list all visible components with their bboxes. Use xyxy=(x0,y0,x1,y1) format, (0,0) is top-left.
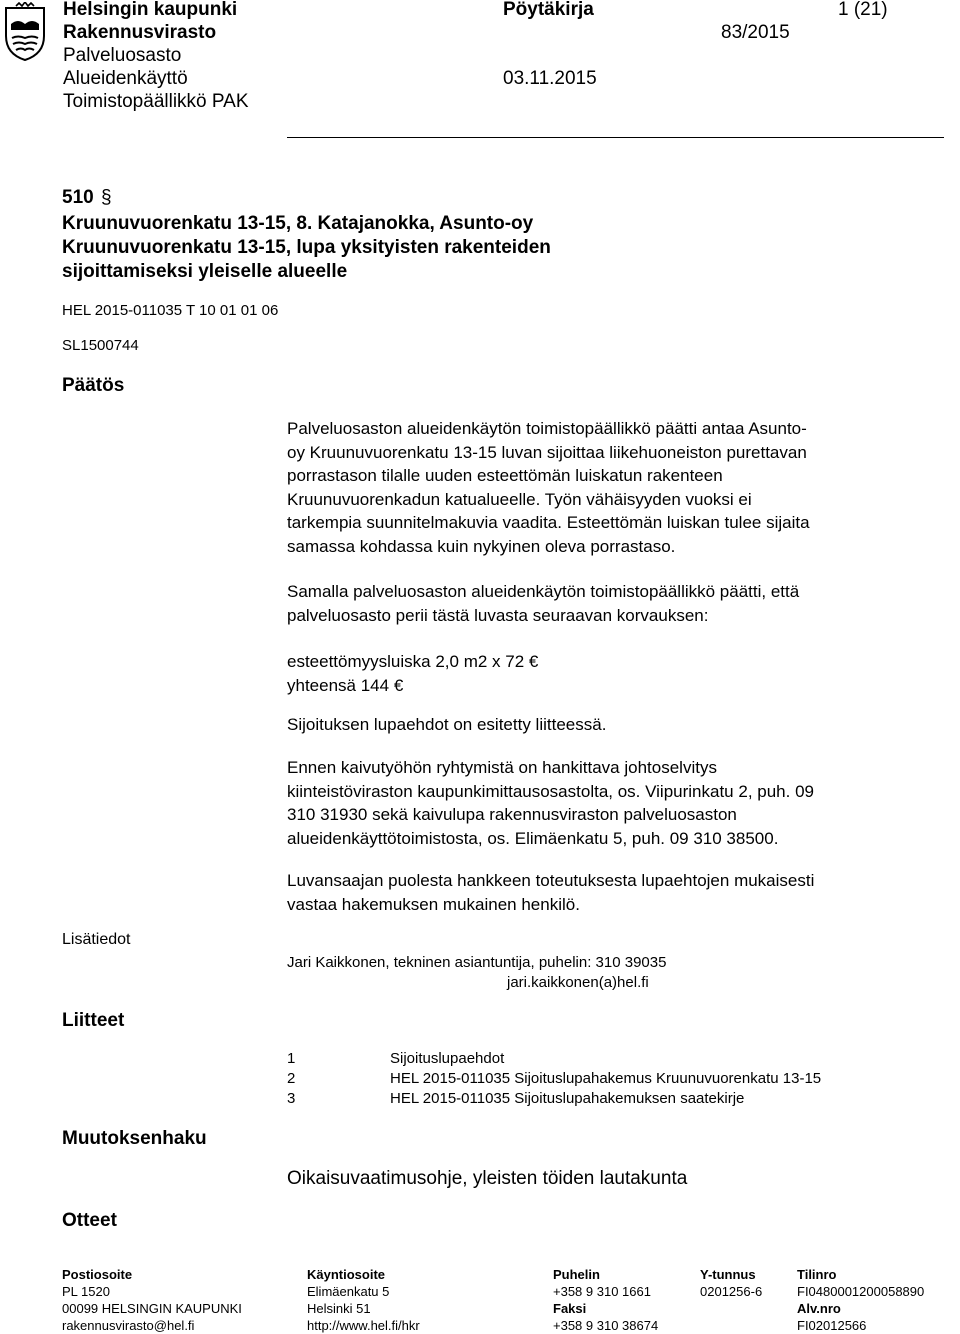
org-name: Helsingin kaupunki xyxy=(63,0,238,20)
text-line: Kruunuvuorenkadun katualueelle. Työn vähäisyyden vuoksi ei xyxy=(287,489,752,509)
helsinki-crest-logo xyxy=(2,2,48,62)
footer-line: FI02012566 xyxy=(797,1318,867,1333)
fee-block xyxy=(287,650,947,697)
text-line: porrastason tilalle uuden esteettömän luiskatun rakenteen xyxy=(287,466,723,486)
attachment-number: 3 xyxy=(287,1090,296,1107)
text-line: Luvansaajan puolesta hankkeen toteutuksesta lupaehtojen mukaisesti xyxy=(287,871,815,890)
decision-paragraph-2 xyxy=(287,580,947,627)
footer-postal xyxy=(62,1266,242,1334)
fee-line xyxy=(287,650,947,674)
footer-business-id xyxy=(700,1266,762,1300)
text-line: tarkempia suunnitelmakuvia vaadita. Esteettömän luiskan tulee sijaita xyxy=(287,513,810,533)
hel-reference: HEL 2015-011035 T 10 01 01 06 xyxy=(62,302,279,319)
footer-line: 0201256-6 xyxy=(700,1284,763,1299)
unit: Palveluosasto xyxy=(63,45,182,66)
footer-line: PL 1520 xyxy=(62,1284,110,1299)
text-line: Ennen kaivutyöhön ryhtymistä on hankittava johtoselvitys xyxy=(287,758,717,777)
text-line: 310 31930 sekä kaivulupa rakennusviraston palveluosaston xyxy=(287,805,737,825)
attachment-number: 2 xyxy=(287,1070,296,1087)
text-line: alueidenkäyttötoimistosta, os. Elimäenkatu 5, puh. 09 310 38500. xyxy=(287,828,779,848)
appeal-instructions[interactable]: Oikaisuvaatimusohje, yleisten töiden lautakunta xyxy=(287,1168,688,1189)
official: Toimistopäällikkö PAK xyxy=(63,91,249,112)
footer-visiting xyxy=(307,1266,420,1334)
section-info: Lisätiedot xyxy=(62,931,131,948)
attachment-list xyxy=(287,1049,821,1109)
footer-phone xyxy=(553,1266,658,1334)
text-line: oy Kruunuvuorenkatu 13-15 luvan sijoittaa liikehuoneiston purettavan xyxy=(287,442,807,462)
footer-line: 00099 HELSINGIN KAUPUNKI xyxy=(62,1301,242,1316)
section-attachments: Liitteet xyxy=(62,1010,125,1031)
footer-heading: Alv.nro xyxy=(797,1301,841,1316)
case-title-line: Kruunuvuorenkatu 13-15, lupa yksityisten rakenteiden xyxy=(62,237,551,258)
decision-paragraph-1 xyxy=(287,417,947,559)
footer-line: +358 9 310 1661 xyxy=(553,1284,651,1299)
footer-account xyxy=(797,1266,924,1334)
footer-heading: Postiosoite xyxy=(62,1267,133,1282)
text-line: vastaa hakemuksen mukainen henkilö. xyxy=(287,894,580,914)
footer-line: Helsinki 51 xyxy=(307,1301,371,1316)
euro-icon: € xyxy=(528,652,539,671)
attachment-item[interactable] xyxy=(287,1049,821,1069)
euro-icon: € xyxy=(393,675,404,695)
attachment-item[interactable] xyxy=(287,1069,821,1089)
attachment-title: Sijoituslupaehdot xyxy=(390,1050,505,1067)
case-number: 510 xyxy=(62,187,94,208)
footer-heading: Käyntiosoite xyxy=(307,1267,386,1282)
text-line: Sijoituksen lupaehdot on esitetty liitteessä. xyxy=(287,715,607,734)
header-divider xyxy=(287,137,944,138)
section-appeal: Muutoksenhaku xyxy=(62,1128,207,1149)
section-decision: Päätös xyxy=(62,375,125,396)
footer-heading: Tilinro xyxy=(797,1267,837,1282)
sl-reference: SL1500744 xyxy=(62,337,139,354)
text-line: Palveluosaston alueidenkäytön toimistopäällikkö päätti antaa Asunto- xyxy=(287,419,807,438)
doc-type: Pöytäkirja xyxy=(503,0,594,20)
text-line: palveluosasto perii tästä luvasta seuraavan korvauksen: xyxy=(287,605,709,625)
department: Rakennusvirasto xyxy=(63,22,217,43)
decision-paragraph-4 xyxy=(287,756,947,850)
footer-heading: Faksi xyxy=(553,1301,587,1316)
case-title xyxy=(62,212,662,284)
footer-line: FI0480001200058890 xyxy=(797,1284,925,1299)
section-extracts: Otteet xyxy=(62,1210,117,1231)
decision-paragraph-5 xyxy=(287,869,947,916)
footer-heading: Puhelin xyxy=(553,1267,600,1282)
attachment-title: HEL 2015-011035 Sijoituslupahakemus Kruunuvuorenkatu 13-15 xyxy=(390,1070,822,1087)
decision-paragraph-3 xyxy=(287,713,947,737)
footer-line: Elimäenkatu 5 xyxy=(307,1284,390,1299)
text-line: kiinteistöviraston kaupunkimittausosastolta, os. Viipurinkatu 2, puh. 09 xyxy=(287,781,814,801)
subunit: Alueidenkäyttö xyxy=(63,68,188,89)
footer-heading: Y-tunnus xyxy=(700,1267,756,1282)
fee-total xyxy=(287,674,947,698)
doc-number: 83/2015 xyxy=(721,22,790,43)
footer-line: +358 9 310 38674 xyxy=(553,1318,659,1333)
contact-person: Jari Kaikkonen, tekninen asiantuntija, puhelin: 310 39035 xyxy=(287,954,667,971)
case-number-line xyxy=(62,187,112,209)
case-title-line: sijoittamiseksi yleiselle alueelle xyxy=(62,261,348,282)
fee-text: esteettömyysluiska 2,0 m2 x 72 xyxy=(287,652,525,671)
attachment-title: HEL 2015-011035 Sijoituslupahakemuksen saatekirje xyxy=(390,1090,745,1107)
meeting-date: 03.11.2015 xyxy=(503,68,597,89)
text-line: samassa kohdassa kuin nykyinen oleva porrastaso. xyxy=(287,536,676,556)
attachment-item[interactable] xyxy=(287,1089,821,1109)
footer-email[interactable]: rakennusvirasto@hel.fi xyxy=(62,1318,195,1333)
fee-total-text: yhteensä 144 xyxy=(287,675,390,695)
case-title-line: Kruunuvuorenkatu 13-15, 8. Katajanokka, Asunto-oy xyxy=(62,213,534,234)
contact-email[interactable]: jari.kaikkonen(a)hel.fi xyxy=(507,974,649,991)
footer-website-link[interactable]: http://www.hel.fi/hkr xyxy=(307,1318,420,1333)
text-line: Samalla palveluosaston alueidenkäytön toimistopäällikkö päätti, että xyxy=(287,582,800,601)
section-symbol: § xyxy=(100,187,112,208)
attachment-number: 1 xyxy=(287,1050,296,1067)
page-number: 1 (21) xyxy=(838,0,888,20)
